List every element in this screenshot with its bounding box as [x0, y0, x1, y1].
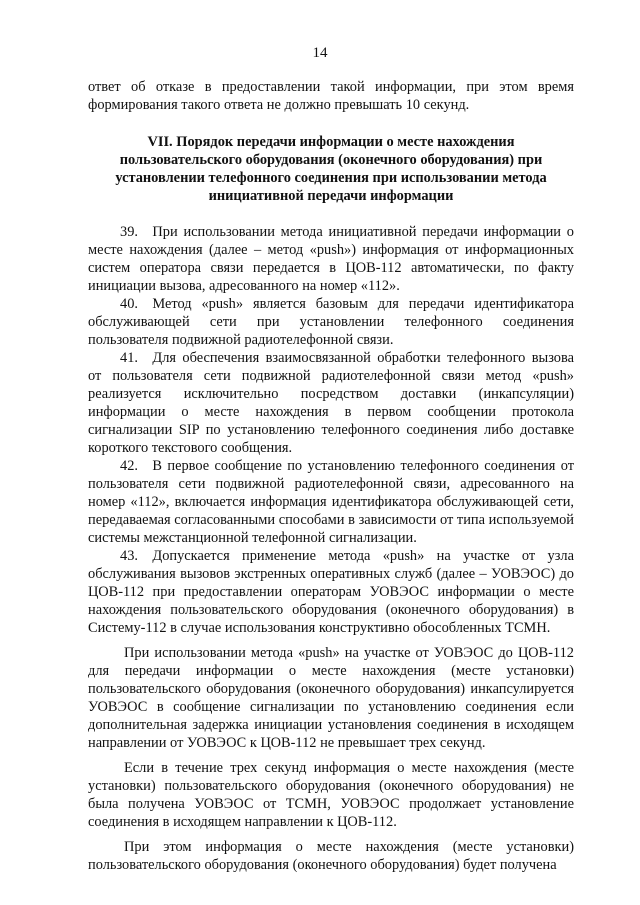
section-heading-line: установлении телефонного соединения при использовании метода: [115, 170, 547, 186]
paragraph-39: 39. При использовании метода инициативной передачи информации о месте нахождения (далее – метод «push») информация от информационных систем оператора связи передается в ЦОВ-112 автоматически, по факту инициации вызова, адресованного на номер «112».: [88, 224, 574, 294]
section-heading-line: пользовательского оборудования (оконечного оборудования) при: [119, 152, 543, 168]
section-heading-line: VII. Порядок передачи информации о месте нахождения: [147, 134, 515, 150]
intro-paragraph: ответ об отказе в предоставлении такой информации, при этом время формирования такого ответа не должно превышать 10 секунд.: [88, 79, 574, 113]
document-body: [88, 78, 574, 874]
paragraph-43: 43. Допускается применение метода «push» на участке от узла обслуживания вызовов экстренных оперативных служб (далее – УОВЭОС) до ЦОВ-112 при предоставлении операторам УОВЭОС информации о месте нахождения пользовательского оборудования (оконечного оборудования) в Систему-112 в случае использования конструктивно обособленных ТСМН.: [88, 548, 574, 636]
paragraph-43-continuation: При использовании метода «push» на участке от УОВЭОС до ЦОВ-112 для передачи информации о месте нахождения (месте установки) пользовательского оборудования (оконечного оборудования) инкапсулируется УОВЭОС в сообщение сигнализации по установлению соединения если дополнительная задержка инициации установления соединения в исходящем направлении от УОВЭОС к ЦОВ-112 не превышает трех секунд.: [88, 645, 574, 751]
paragraph-final: При этом информация о месте нахождения (месте установки) пользовательского оборудования (оконечного оборудования) будет получена: [88, 839, 574, 873]
page-number: 14: [312, 45, 328, 61]
section-heading-line: инициативной передачи информации: [208, 188, 454, 204]
section-heading: [88, 133, 574, 205]
paragraph-40: 40. Метод «push» является базовым для передачи идентификатора обслуживающей сети при установлении телефонного соединения пользователя подвижной радиотелефонной связи.: [88, 296, 574, 348]
paragraph-42: 42. В первое сообщение по установлению телефонного соединения от пользователя сети подвижной радиотелефонной связи, адресованного на номер «112», включается информация идентификатора обслуживающей сети, передаваемая согласованными способами в зависимости от типа используемой системы межстанционной телефонной сигнализации.: [88, 458, 574, 546]
paragraph-three-seconds: Если в течение трех секунд информация о месте нахождения (месте установки) пользовательского оборудования (оконечного оборудования) не была получена УОВЭОС от ТСМН, УОВЭОС продолжает установление соединения в исходящем направлении к ЦОВ-112.: [88, 760, 574, 830]
paragraph-41: 41. Для обеспечения взаимосвязанной обработки телефонного вызова от пользователя сети подвижной радиотелефонной связи метод «push» реализуется исключительно посредством доставки (инкапсуляции) информации о месте нахождения в первом сообщении протокола сигнализации SIP по установлению телефонного соединения либо доставке короткого текстового сообщения.: [88, 350, 574, 456]
